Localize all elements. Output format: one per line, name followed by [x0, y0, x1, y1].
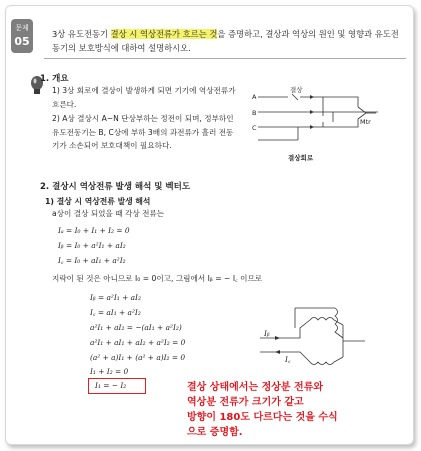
note-line4: 으로 증명함.: [187, 427, 243, 438]
section2-sub1: 1) 결상 시 역상전류 발생 해석: [45, 197, 151, 206]
note-line3: 방향이 180도 다르다는 것을 수식: [187, 412, 338, 423]
equation-3: I꜀ = I₀ + aI₁ + a²I₂: [58, 256, 126, 265]
motor-winding-diagram: [255, 300, 385, 375]
diagram-label-b: B: [252, 109, 257, 117]
section1-item2: 2) A상 결상시 A−N 단상부하는 정전이 되며, 정부하인 유도전동기는 B, C상에 부하 3배의 과전류가 흘러 전동기가 소손되어 보호대책이 필요하다.: [52, 114, 234, 150]
question-part1: 3상 유도전동기: [52, 29, 111, 39]
diagram-label-phase-fail: 결상: [290, 86, 303, 94]
equation-9: I₁ + I₂ = 0: [90, 367, 129, 376]
equation-2: Iᵦ = I₀ + a²I₁ + aI₂: [58, 241, 126, 250]
note-line2: 역상분 전류가 크기가 같고: [187, 397, 304, 408]
equation-7: a²I₁ + aI₁ + aI₂ + a²I₂ = 0: [90, 338, 186, 347]
equation-4: Iᵦ = a²I₁ + aI₂: [90, 293, 141, 302]
section2-mid: 지락이 된 것은 아니므로 I₀ = 0이고, 그림에서 Iᵦ = − I꜀ 이므로: [52, 274, 263, 283]
diagram-caption: 결상회로: [288, 154, 314, 162]
phase-failure-circuit-diagram: [248, 82, 398, 170]
diagram-label-a: A: [252, 93, 257, 101]
note-line1: 결상 상태에서는 정상분 전류와: [187, 382, 324, 393]
equation-10: I₁ = − I₂: [95, 381, 127, 390]
section1-item1: 1) 3상 회로에 결상이 발생하게 되면 기기에 역상전류가 흐른다.: [52, 86, 236, 109]
question-divider: [44, 58, 406, 59]
diagram-label-ic: I꜀: [285, 355, 291, 364]
diagram-label-c: C: [252, 124, 257, 132]
document-page: [5, 5, 414, 445]
diagram-label-ib: Iᵦ: [264, 329, 270, 338]
conclusion-note: [187, 380, 407, 440]
problem-badge: [11, 19, 33, 53]
equation-5: I꜀ = aI₁ + a²I₂: [90, 308, 141, 317]
question-part2: 을 증명하고, 결상과 역상의 원인 및 영향과 유도전동기의 보호방식에 대하여 설명하시오.: [52, 29, 399, 53]
section1-title: 1. 개요: [40, 74, 69, 84]
equation-1: Iₐ = I₀ + I₁ + I₂ = 0: [58, 226, 130, 235]
equation-8: (a² + a)I₁ + (a² + a)I₂ = 0: [90, 353, 186, 362]
section2-title: 2. 결상시 역상전류 발생 해석 및 벡터도: [40, 182, 191, 192]
section2-intro: a상이 결상 되었을 때 각상 전류는: [52, 209, 165, 218]
badge-label: 문제: [15, 24, 29, 32]
badge-number: 05: [14, 35, 30, 48]
question-text: [52, 27, 402, 55]
diagram-label-motor: Mtr: [360, 118, 371, 126]
equation-6: a²I₁ + aI₂ = −(aI₁ + a²I₂): [90, 323, 182, 332]
question-highlight: 결상 시 역상전류가 흐르는 것: [110, 29, 218, 39]
